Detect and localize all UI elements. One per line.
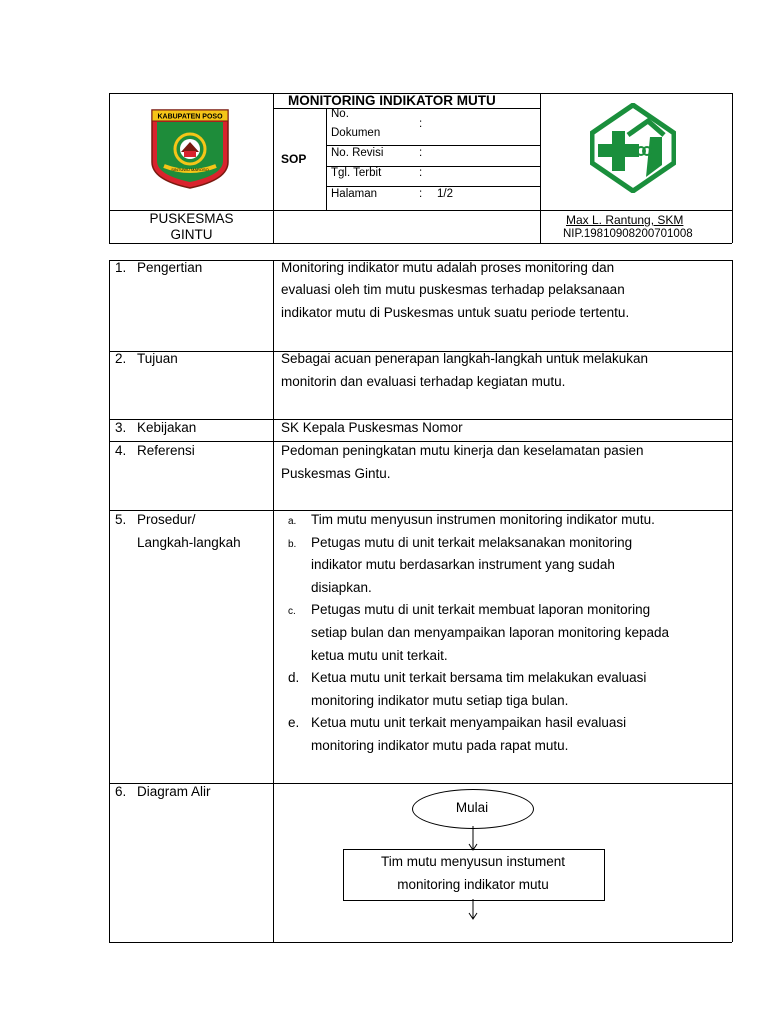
step-line: indikator mutu berdasarkan instrument yang sudah	[311, 557, 615, 572]
logo-top-text: KABUPATEN POSO	[157, 113, 223, 121]
step-line: Ketua mutu unit terkait bersama tim melakukan evaluasi	[311, 670, 647, 685]
step-marker: b.	[288, 539, 297, 550]
doc-no-separator: :	[419, 118, 423, 130]
section-label: Diagram Alir	[137, 784, 211, 799]
step-line: disiapkan.	[311, 580, 372, 595]
step-line: ketua mutu unit terkait.	[311, 648, 448, 663]
header-divider-2	[540, 93, 541, 243]
body-line: Monitoring indikator mutu adalah proses monitoring dan	[281, 260, 615, 275]
doc-no-label-2: Dokumen	[331, 127, 381, 139]
terbit-label: Tgl. Terbit	[331, 167, 382, 179]
section-number: 3.	[115, 420, 127, 435]
halaman-label: Halaman	[331, 188, 378, 200]
step-line: Tim mutu menyusun instrumen monitoring indikator mutu.	[311, 512, 655, 527]
body-line: evaluasi oleh tim mutu puskesmas terhadap pelaksanaan	[281, 282, 625, 297]
row-divider-3	[109, 441, 732, 442]
body-right-border	[732, 260, 733, 942]
flow-step-1-line1: Tim mutu menyusun instument	[380, 854, 566, 869]
section-label: Referensi	[137, 443, 195, 458]
signer-name: Max L. Rantung, SKM	[566, 213, 684, 227]
section-number: 6.	[115, 784, 127, 799]
docinfo-left-border	[326, 108, 327, 210]
title-underline	[273, 108, 540, 109]
body-line: indikator mutu di Puskesmas untuk suatu periode tertentu.	[281, 305, 630, 320]
step-line: Petugas mutu di unit terkait melaksanakan monitoring	[311, 535, 633, 550]
step-marker: d.	[288, 670, 300, 685]
body-line: SK Kepala Puskesmas Nomor	[281, 420, 463, 435]
header-bottom-border	[109, 243, 732, 244]
section-number: 5.	[115, 512, 127, 527]
step-line: Petugas mutu di unit terkait membuat laporan monitoring	[311, 602, 651, 617]
body-line: Pedoman peningkatan mutu kinerja dan keselamatan pasien	[281, 443, 644, 458]
section-number: 1.	[115, 260, 127, 275]
flow-step-1-line2: monitoring indikator mutu	[397, 877, 549, 892]
body-line: Sebagai acuan penerapan langkah-langkah untuk melakukan	[281, 351, 649, 366]
step-marker: e.	[288, 715, 300, 730]
step-marker: c.	[288, 606, 296, 617]
body-bottom-border	[109, 942, 732, 943]
flow-start-label: Mulai	[455, 800, 489, 815]
revisi-separator: :	[419, 147, 423, 159]
signer-nip: NIP.19810908200701008	[563, 228, 693, 240]
body-left-border	[109, 260, 110, 942]
revisi-label: No. Revisi	[331, 147, 384, 159]
flow-arrow-2	[466, 899, 480, 923]
kabupaten-poso-logo	[146, 104, 234, 190]
halaman-separator: :	[419, 188, 423, 200]
page-title: MONITORING INDIKATOR MUTU	[288, 93, 496, 108]
section-label: Prosedur/	[137, 512, 196, 527]
step-line: monitoring indikator mutu pada rapat mutu.	[311, 738, 569, 753]
step-line: monitoring indikator mutu setiap tiga bulan.	[311, 693, 569, 708]
section-label: Tujuan	[137, 351, 178, 366]
step-line: Ketua mutu unit terkait menyampaikan hasil evaluasi	[311, 715, 627, 730]
docinfo-row-3	[326, 186, 540, 187]
body-line: monitorin dan evaluasi terhadap kegiatan mutu.	[281, 374, 566, 389]
logo-bottom-text: SINTUWU MAROSO	[171, 167, 209, 172]
org-name-line2: GINTU	[170, 227, 213, 242]
section-label-continued: Langkah-langkah	[137, 535, 241, 550]
section-label: Pengertian	[137, 260, 203, 275]
docinfo-row-1	[326, 145, 540, 146]
row-divider-4	[109, 510, 732, 511]
section-number: 2.	[115, 351, 127, 366]
doc-no-label-1: No.	[331, 108, 349, 120]
header-right-border	[732, 93, 733, 243]
section-number: 4.	[115, 443, 127, 458]
section-label: Kebijakan	[137, 420, 197, 435]
puskesmas-logo	[590, 103, 676, 193]
org-name-line1: PUSKESMAS	[149, 211, 234, 226]
step-marker: a.	[288, 516, 297, 527]
header-divider-1	[273, 93, 274, 243]
step-line: setiap bulan dan menyampaikan laporan monitoring kepada	[311, 625, 669, 640]
halaman-value: 1/2	[437, 188, 453, 200]
terbit-separator: :	[419, 167, 423, 179]
body-line: Puskesmas Gintu.	[281, 466, 391, 481]
sop-label: SOP	[281, 152, 307, 166]
body-column-divider	[273, 260, 274, 942]
